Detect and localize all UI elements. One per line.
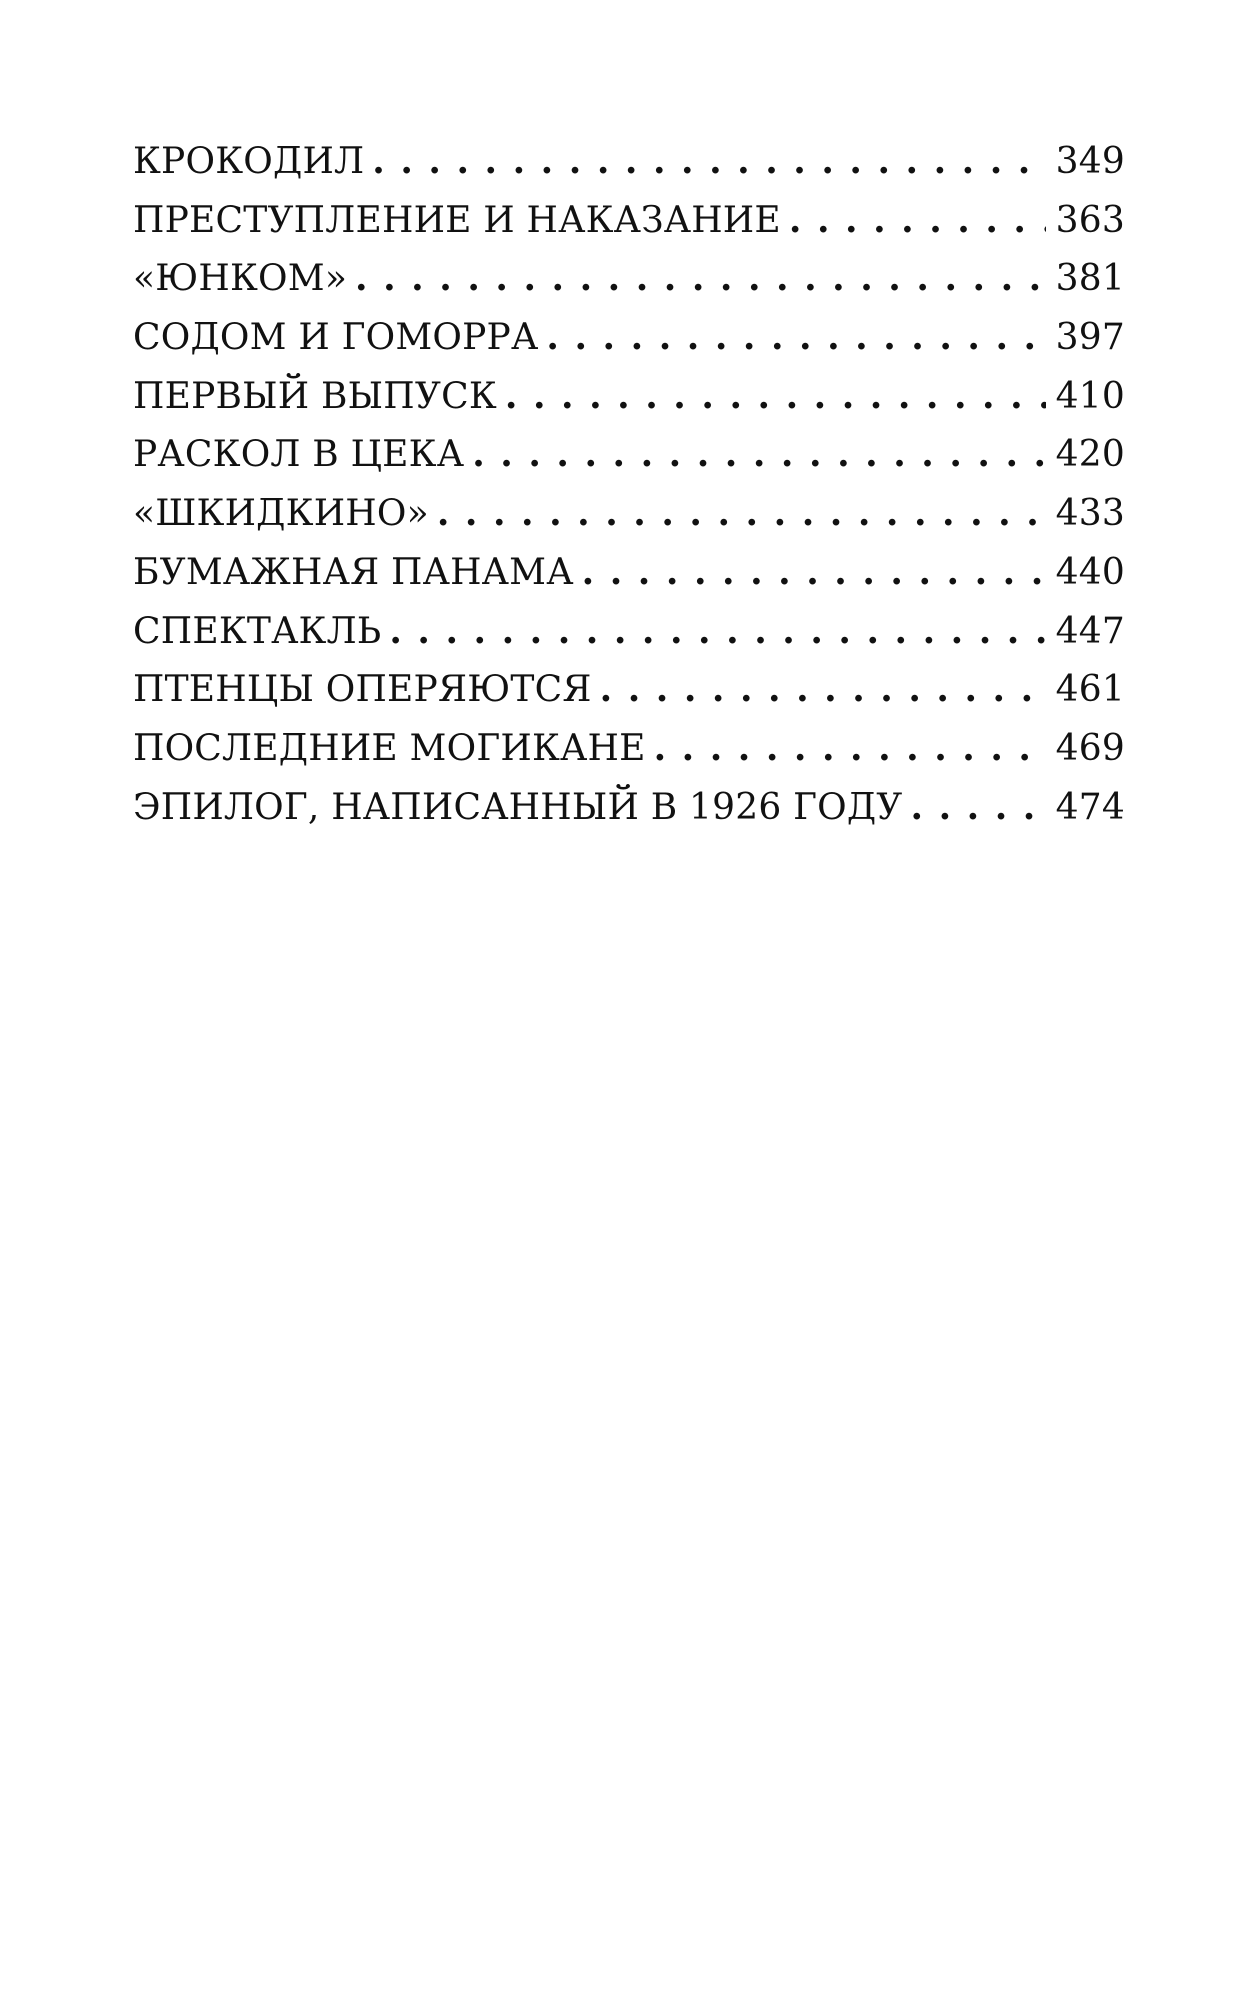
- table-of-contents: [133, 140, 1125, 844]
- toc-entry-page-number: 363: [1055, 199, 1125, 241]
- toc-entry-page-number: 349: [1055, 141, 1125, 182]
- toc-entry-page-number: 381: [1055, 258, 1125, 300]
- toc-entry-title: РАСКОЛ В ЦЕКА: [133, 434, 465, 476]
- toc-entry-title: КРОКОДИЛ: [133, 141, 365, 182]
- toc-entry-title: «ЮНКОМ»: [133, 258, 348, 300]
- toc-entry-page-number: 474: [1055, 786, 1125, 828]
- dot-leader: [505, 375, 1046, 417]
- toc-entry-page-number: 410: [1055, 375, 1125, 417]
- toc-entry-title: СОДОМ И ГОМОРРА: [133, 317, 539, 359]
- toc-entry-crime-and-punishment: [133, 199, 1125, 258]
- toc-entry-title: ПОСЛЕДНИЕ МОГИКАНЕ: [133, 727, 646, 769]
- dot-leader: [600, 668, 1046, 710]
- toc-entry-sodom-and-gomorrah: [133, 316, 1125, 375]
- toc-entry-title: БУМАЖНАЯ ПАНАМА: [133, 551, 574, 593]
- toc-entry-title: ПЕРВЫЙ ВЫПУСК: [133, 375, 497, 417]
- toc-entry-title: ПРЕСТУПЛЕНИЕ И НАКАЗАНИЕ: [133, 199, 781, 241]
- toc-entry-fledglings: [133, 668, 1125, 727]
- dot-leader: [789, 199, 1046, 241]
- toc-entry-title: «ШКИДКИНО»: [133, 493, 429, 535]
- toc-entry-epilogue: [133, 786, 1125, 845]
- toc-entry-page-number: 440: [1055, 551, 1125, 593]
- toc-entry-split-in-ceka: [133, 433, 1125, 492]
- toc-entry-title: ЭПИЛОГ, НАПИСАННЫЙ В 1926 ГОДУ: [133, 786, 903, 828]
- dot-leader: [472, 433, 1045, 475]
- toc-entry-crocodile: [133, 140, 1125, 199]
- toc-entry-yunkom: [133, 257, 1125, 316]
- toc-entry-page-number: 469: [1055, 727, 1125, 769]
- dot-leader: [546, 316, 1045, 358]
- toc-entry-page-number: 420: [1055, 434, 1125, 476]
- dot-leader: [372, 140, 1045, 182]
- toc-entry-shkidkino: [133, 492, 1125, 551]
- toc-entry-performance: [133, 610, 1125, 669]
- dot-leader: [437, 492, 1046, 534]
- dot-leader: [355, 257, 1046, 299]
- toc-entry-first-issue: [133, 375, 1125, 434]
- toc-entry-last-of-the-mohicans: [133, 727, 1125, 786]
- toc-entry-page-number: 433: [1055, 493, 1125, 535]
- toc-entry-title: СПЕКТАКЛЬ: [133, 610, 382, 652]
- dot-leader: [582, 551, 1046, 593]
- toc-entry-title: ПТЕНЦЫ ОПЕРЯЮТСЯ: [133, 669, 592, 711]
- toc-entry-paper-panama: [133, 551, 1125, 610]
- dot-leader: [654, 727, 1046, 769]
- dot-leader: [911, 786, 1046, 828]
- toc-entry-page-number: 461: [1055, 669, 1125, 711]
- toc-entry-page-number: 397: [1055, 317, 1125, 359]
- dot-leader: [389, 610, 1045, 652]
- toc-entry-page-number: 447: [1055, 610, 1125, 652]
